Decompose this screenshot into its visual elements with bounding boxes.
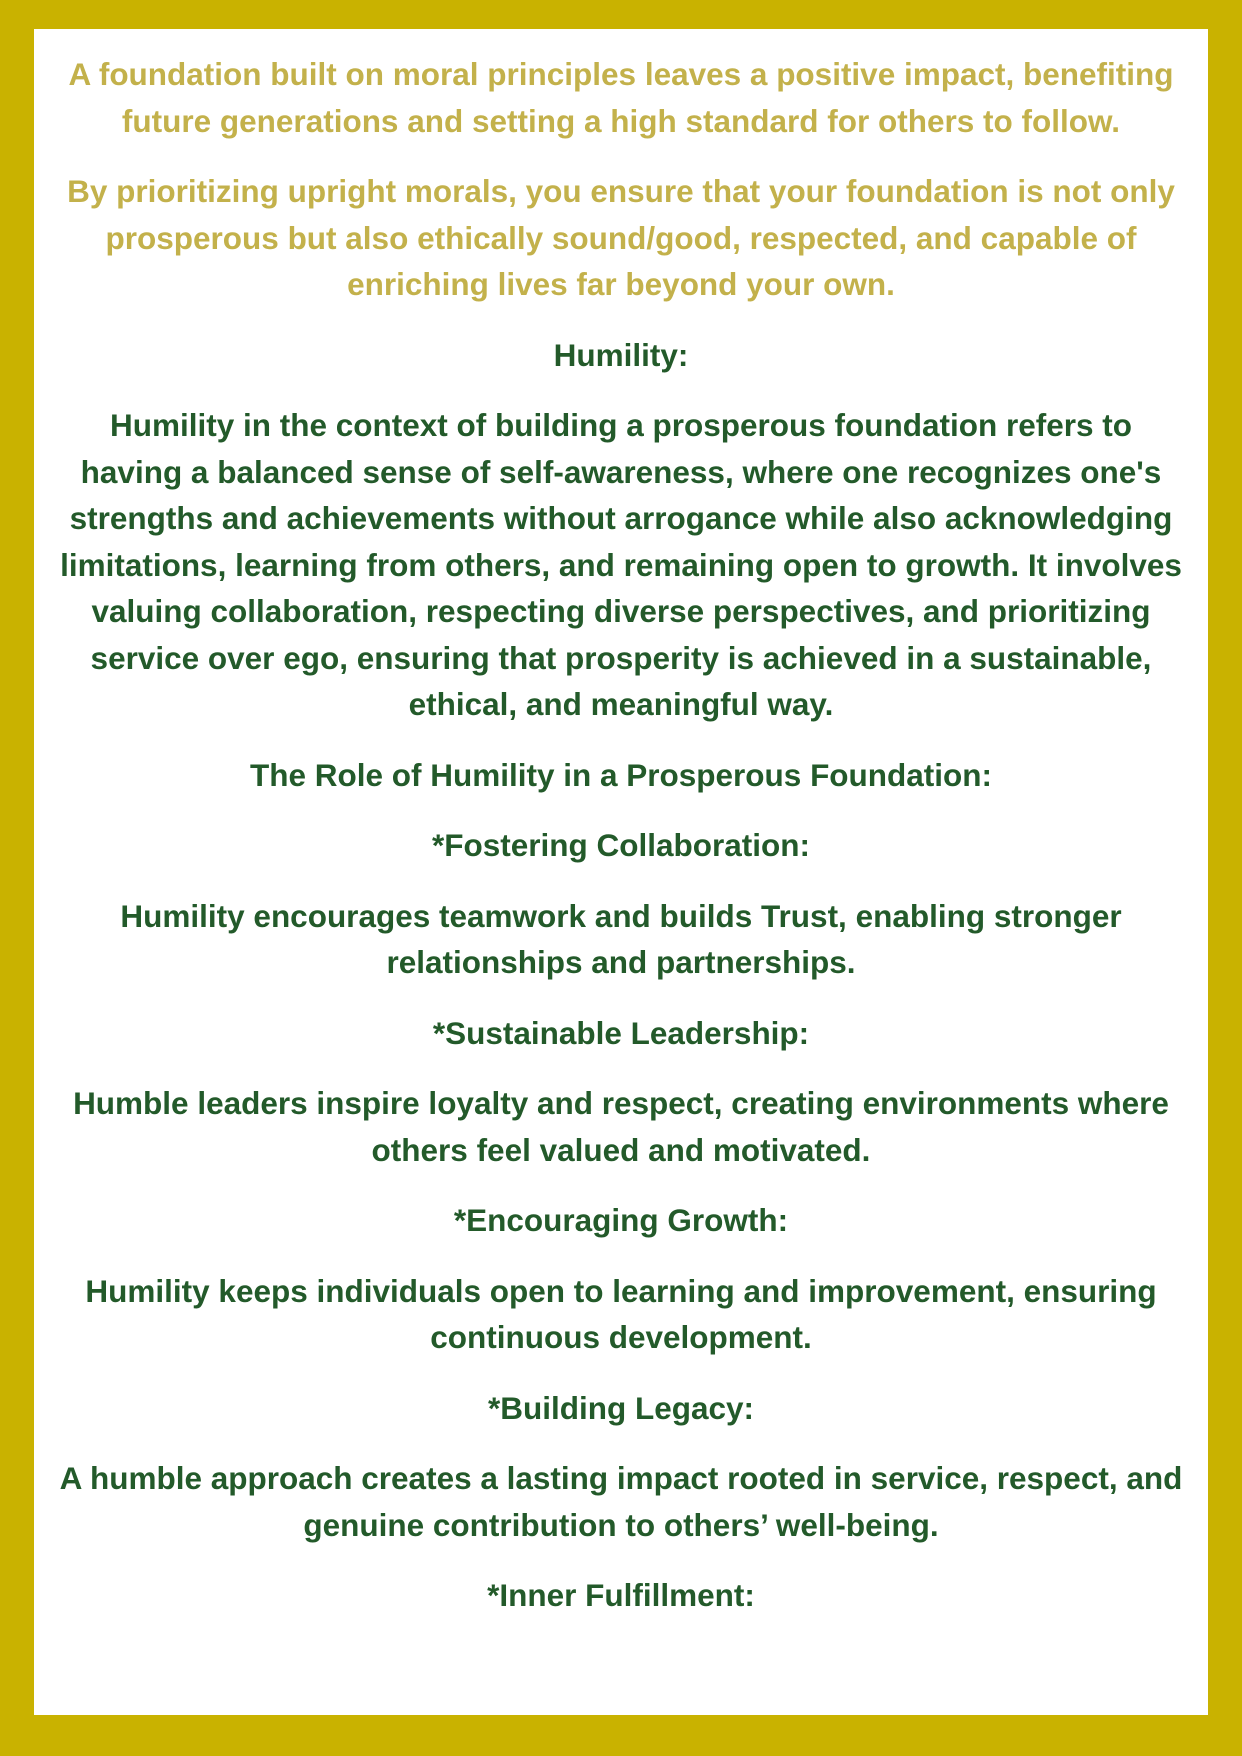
point-body-fostering-collaboration: Humility encourages teamwork and builds Trust, enabling stronger relationships and partnerships. bbox=[120, 897, 1122, 980]
intro-paragraph-2: By prioritizing upright morals, you ensure that your foundation is not only prosperous but also ethically sound/good, respected, and capable of enriching lives far beyond your own. bbox=[67, 173, 1175, 302]
humility-heading: Humility: bbox=[553, 336, 689, 373]
intro-paragraph-1: A foundation built on moral principles leaves a positive impact, benefiting future generations and setting a high standard for others to follow. bbox=[68, 56, 1174, 139]
humility-definition: Humility in the context of building a prosperous foundation refers to having a balanced sense of self-awareness, where one recognizes one's strengths and achievements without arrogance while also acknowledging limitations, learning from others, and remaining open to growth. It involves valuing collaboration, respecting diverse perspectives, and prioritizing service over ego, ensuring that prosperity is achieved in a sustainable, ethical, and meaningful way. bbox=[60, 407, 1182, 722]
point-body-building-legacy: A humble approach creates a lasting impact rooted in service, respect, and genuine contribution to others’ well-being. bbox=[59, 1460, 1183, 1543]
point-title-building-legacy: *Building Legacy: bbox=[487, 1389, 755, 1426]
document-content bbox=[34, 29, 1208, 1619]
point-title-fostering-collaboration: *Fostering Collaboration: bbox=[432, 827, 810, 863]
point-body-sustainable-leadership: Humble leaders inspire loyalty and respect, creating environments where others feel valued and motivated. bbox=[73, 1085, 1169, 1168]
role-heading: The Role of Humility in a Prosperous Foundation: bbox=[249, 756, 993, 793]
point-title-sustainable-leadership: *Sustainable Leadership: bbox=[432, 1014, 810, 1051]
point-title-inner-fulfillment: *Inner Fulfillment: bbox=[487, 1577, 755, 1613]
point-title-encouraging-growth: *Encouraging Growth: bbox=[453, 1202, 789, 1238]
page-frame bbox=[34, 29, 1208, 1715]
point-body-encouraging-growth: Humility keeps individuals open to learning and improvement, ensuring continuous development. bbox=[85, 1272, 1157, 1355]
